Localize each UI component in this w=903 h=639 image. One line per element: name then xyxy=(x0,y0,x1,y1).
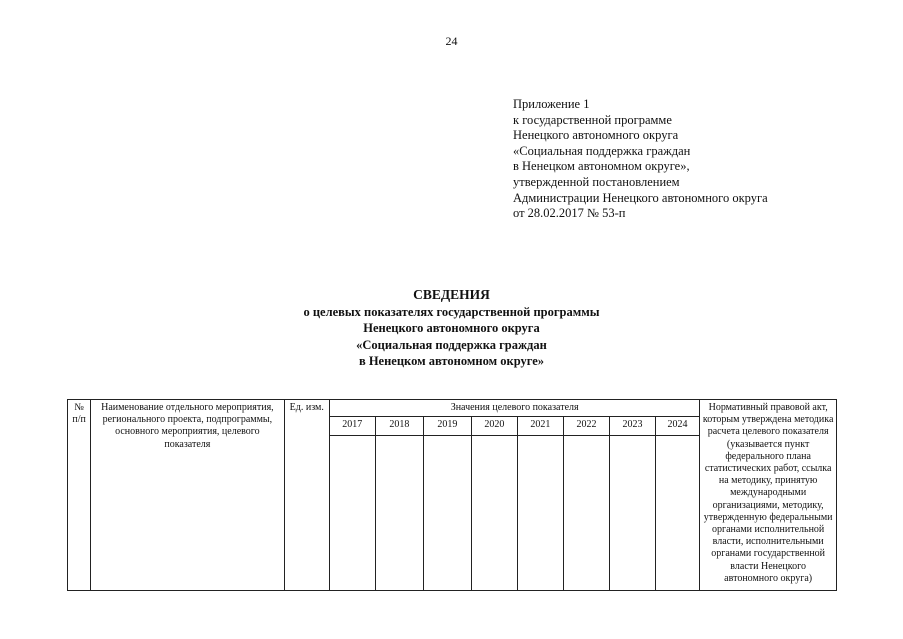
year-cell: 2019 xyxy=(424,417,472,436)
header-unit: Ед. изм. xyxy=(284,400,330,591)
empty-cell xyxy=(471,436,518,591)
year-cell: 2020 xyxy=(471,417,518,436)
header-num: № п/п xyxy=(68,400,91,591)
year-cell: 2021 xyxy=(518,417,564,436)
empty-cell xyxy=(655,436,700,591)
title-line: в Ненецком автономном округе» xyxy=(358,354,545,369)
appendix-line: в Ненецком автономном округе», xyxy=(513,159,690,174)
appendix-line: утвержденной постановлением xyxy=(513,174,680,189)
empty-cell xyxy=(563,436,610,591)
title-heading: СВЕДЕНИЯ xyxy=(413,287,490,302)
indicators-table xyxy=(67,399,837,591)
year-cell: 2017 xyxy=(330,417,376,436)
appendix-line: к государственной программе xyxy=(513,112,672,127)
empty-cell xyxy=(518,436,564,591)
empty-cell xyxy=(330,436,376,591)
appendix-line: Ненецкого автономного округа xyxy=(513,128,679,143)
appendix-line: Приложение 1 xyxy=(513,97,590,111)
appendix-block xyxy=(513,97,768,222)
header-legal-act: Нормативный правовой акт, которым утверждена методика расчета целевого показателя (указывается пункт федерального плана статистических работ, ссылка на методику, принятую международными организациями, методику, утвержденную федеральными органами исполнительной власти, исполнительными органами государственной власти Ненецкого автономного округа) xyxy=(700,400,837,591)
year-cell: 2022 xyxy=(563,417,610,436)
appendix-line: Администрации Ненецкого автономного округа xyxy=(513,190,768,205)
empty-cell xyxy=(375,436,424,591)
header-name: Наименование отдельного мероприятия, регионального проекта, подпрограммы, основного мероприятия, целевого показателя xyxy=(91,400,284,591)
page-number: 24 xyxy=(445,34,458,48)
title-line: «Социальная поддержка граждан xyxy=(356,337,547,352)
title-line: Ненецкого автономного округа xyxy=(363,321,540,336)
empty-cell xyxy=(610,436,656,591)
appendix-line: от 28.02.2017 № 53-п xyxy=(513,206,626,221)
title-line: о целевых показателях государственной программы xyxy=(303,304,600,319)
empty-cell xyxy=(424,436,472,591)
year-cell: 2024 xyxy=(655,417,700,436)
year-cell: 2023 xyxy=(610,417,656,436)
year-cell: 2018 xyxy=(375,417,424,436)
header-values: Значения целевого показателя xyxy=(330,400,700,417)
appendix-line: «Социальная поддержка граждан xyxy=(513,143,691,158)
document-title xyxy=(0,287,903,370)
